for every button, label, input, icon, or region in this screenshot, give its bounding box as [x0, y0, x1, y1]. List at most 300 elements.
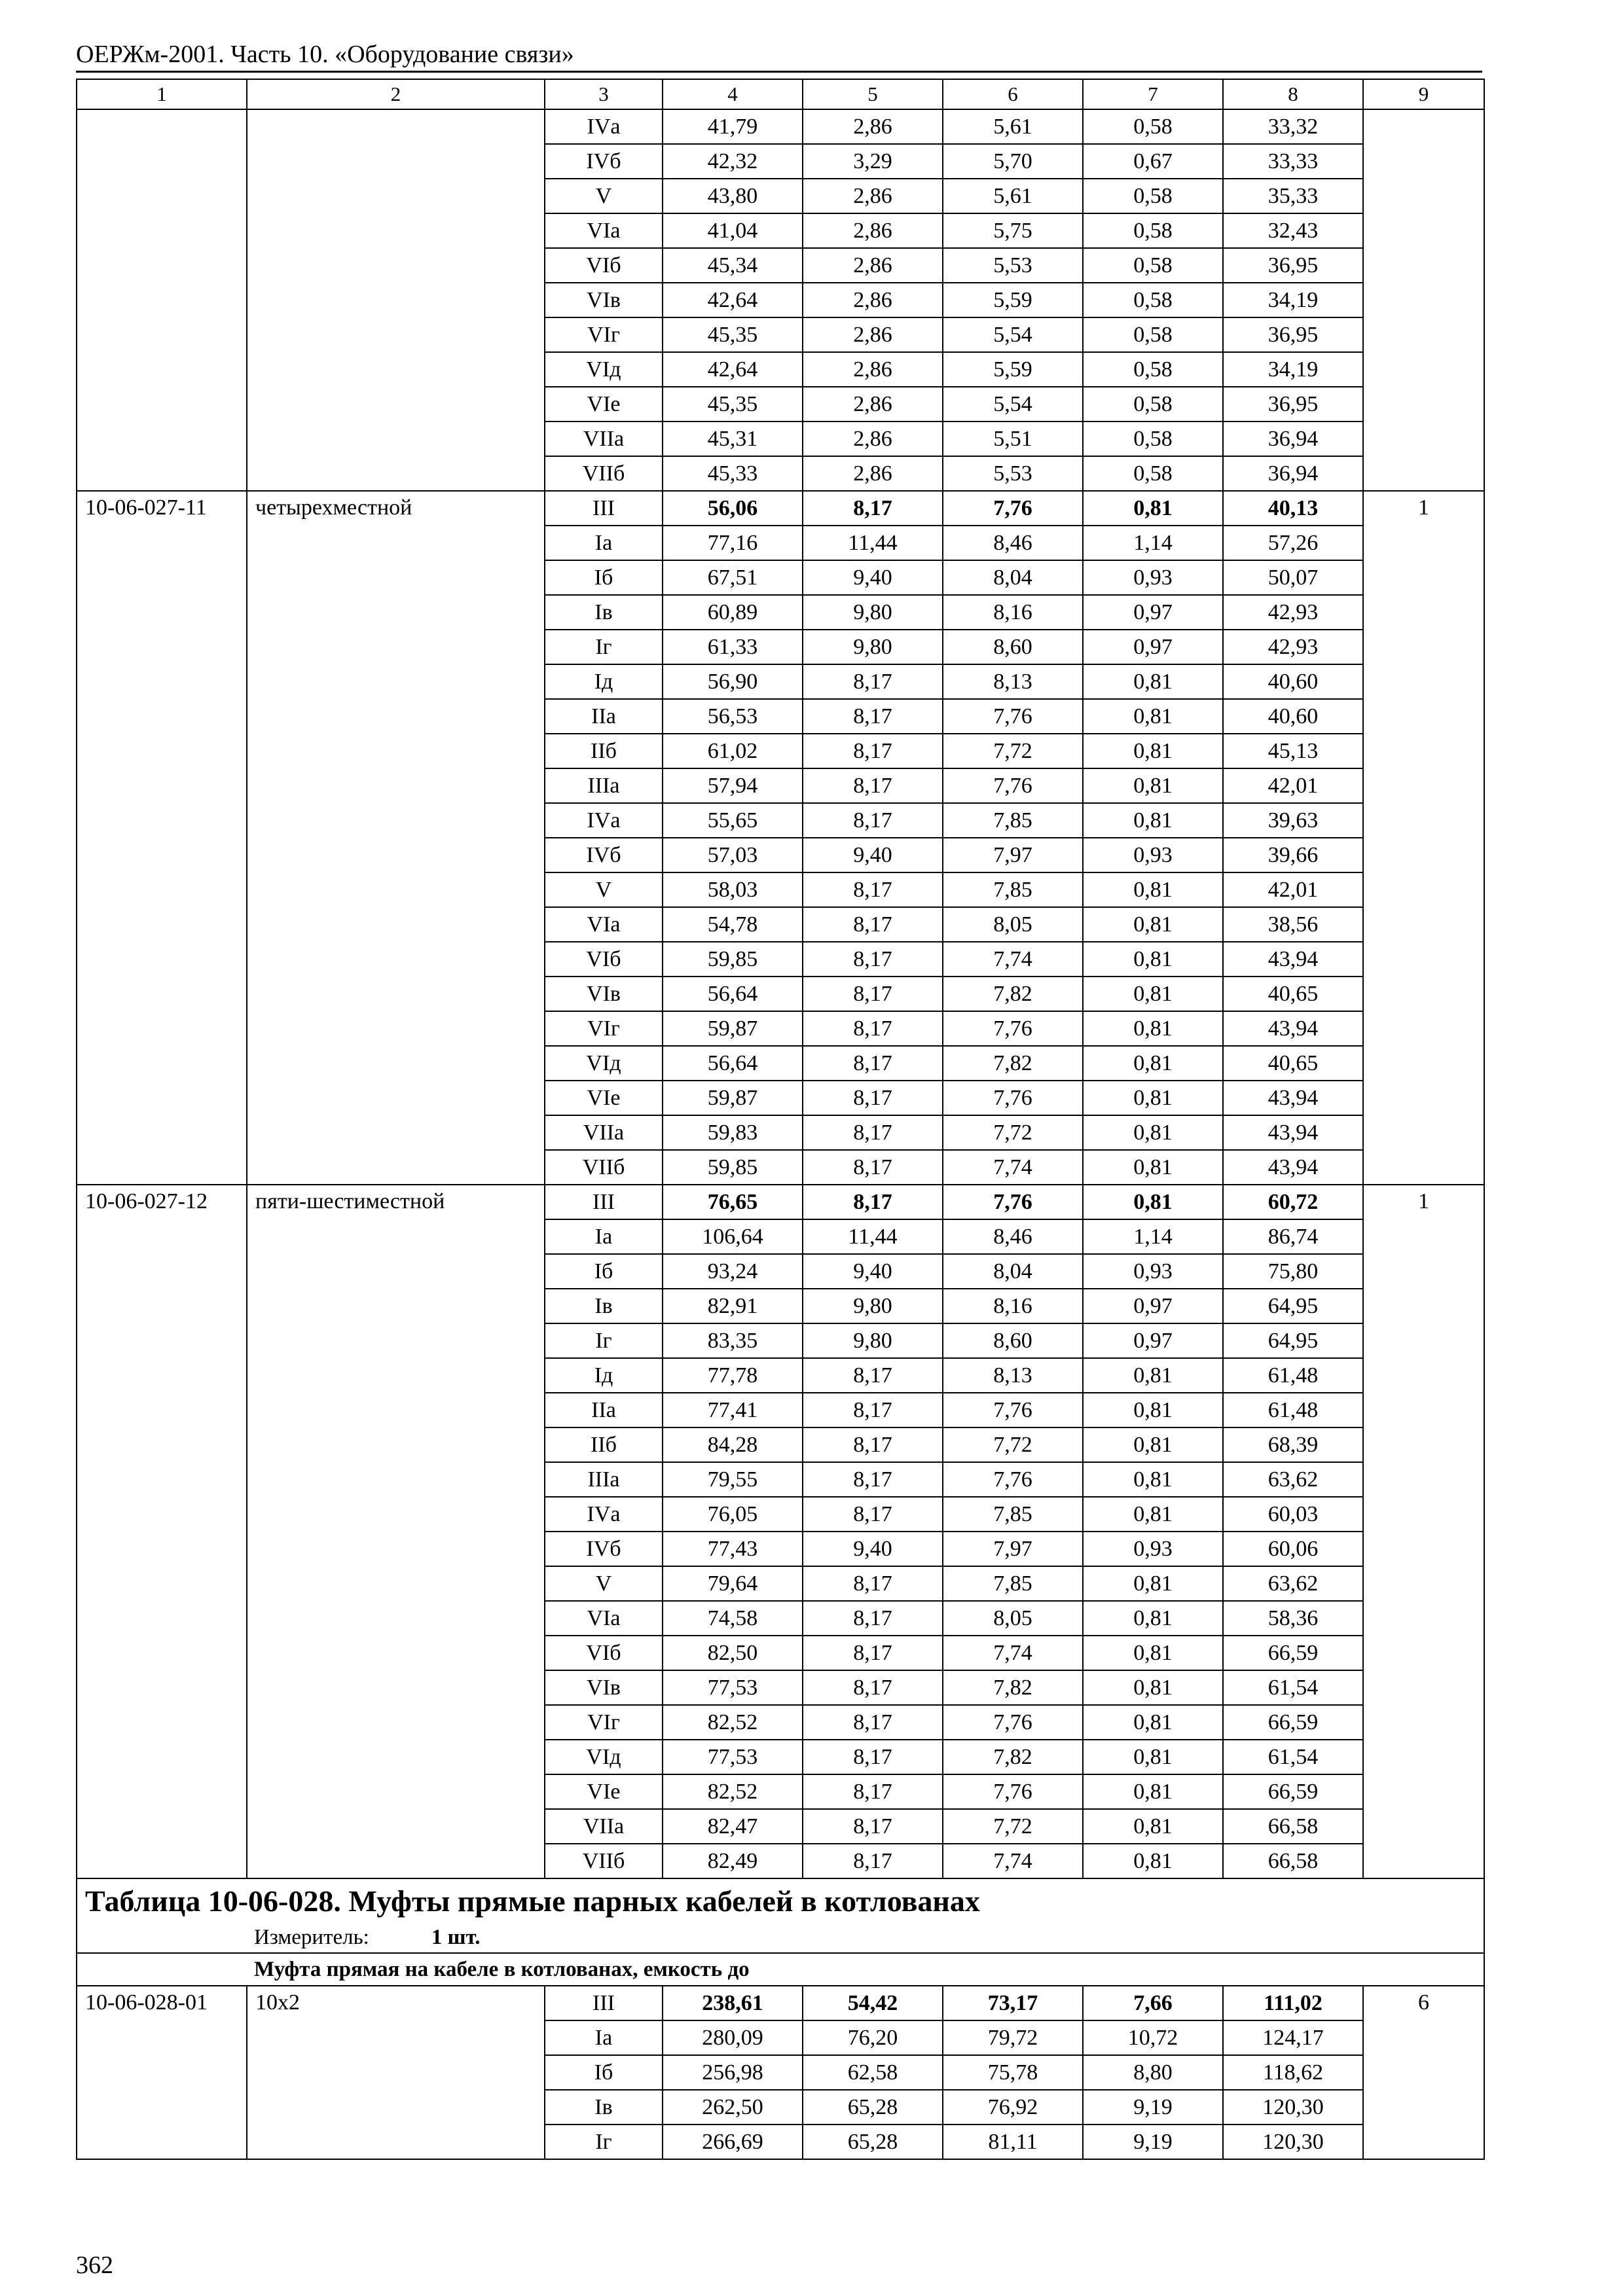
- value-cell-7: 0,58: [1083, 456, 1223, 491]
- value-cell-4: 266,69: [663, 2125, 803, 2159]
- value-cell-4: 56,64: [663, 1046, 803, 1081]
- zone-cell: V: [545, 179, 663, 213]
- value-cell-8: 61,48: [1223, 1393, 1363, 1427]
- zone-cell: V: [545, 1566, 663, 1601]
- value-cell-5: 8,17: [803, 1011, 943, 1046]
- value-cell-4: 82,50: [663, 1636, 803, 1670]
- zone-cell: VIе: [545, 1774, 663, 1809]
- value-cell-7: 0,81: [1083, 803, 1223, 838]
- zone-cell: VIд: [545, 1740, 663, 1774]
- value-cell-8: 66,59: [1223, 1774, 1363, 1809]
- value-cell-8: 33,33: [1223, 144, 1363, 179]
- value-cell-4: 41,79: [663, 109, 803, 144]
- value-cell-6: 8,46: [943, 526, 1083, 560]
- value-cell-5: 8,17: [803, 1636, 943, 1670]
- value-cell-7: 7,66: [1083, 1986, 1223, 2020]
- value-cell-7: 0,67: [1083, 144, 1223, 179]
- zone-cell: Iв: [545, 595, 663, 630]
- zone-cell: III: [545, 491, 663, 526]
- value-cell-4: 54,78: [663, 907, 803, 942]
- zone-cell: Iа: [545, 526, 663, 560]
- measure-label: Измеритель:: [254, 1925, 369, 1949]
- value-cell-4: 82,47: [663, 1809, 803, 1844]
- value-cell-4: 77,53: [663, 1740, 803, 1774]
- value-cell-8: 32,43: [1223, 213, 1363, 248]
- value-cell-5: 8,17: [803, 1809, 943, 1844]
- value-cell-5: 8,17: [803, 491, 943, 526]
- value-cell-6: 5,59: [943, 283, 1083, 317]
- value-cell-6: 7,82: [943, 1046, 1083, 1081]
- value-cell-6: 5,53: [943, 456, 1083, 491]
- value-cell-6: 7,76: [943, 1011, 1083, 1046]
- value-cell-4: 82,52: [663, 1774, 803, 1809]
- value-cell-7: 0,81: [1083, 1774, 1223, 1809]
- value-cell-5: 2,86: [803, 179, 943, 213]
- value-cell-6: 8,04: [943, 1254, 1083, 1289]
- value-cell-8: 42,01: [1223, 768, 1363, 803]
- value-cell-7: 0,93: [1083, 838, 1223, 872]
- value-cell-8: 63,62: [1223, 1566, 1363, 1601]
- value-cell-6: 5,51: [943, 422, 1083, 456]
- zone-cell: VIе: [545, 387, 663, 422]
- value-cell-6: 8,05: [943, 1601, 1083, 1636]
- value-cell-7: 0,81: [1083, 1844, 1223, 1878]
- value-cell-8: 45,13: [1223, 734, 1363, 768]
- table-row: [77, 1986, 1484, 2020]
- zone-cell: VIг: [545, 1705, 663, 1740]
- value-cell-5: 9,40: [803, 560, 943, 595]
- value-cell-5: 8,17: [803, 1046, 943, 1081]
- column-number: 6: [943, 79, 1083, 109]
- value-cell-8: 35,33: [1223, 179, 1363, 213]
- value-cell-8: 60,03: [1223, 1497, 1363, 1532]
- value-cell-4: 45,33: [663, 456, 803, 491]
- value-cell-6: 8,05: [943, 907, 1083, 942]
- value-cell-8: 120,30: [1223, 2090, 1363, 2125]
- value-cell-7: 0,58: [1083, 387, 1223, 422]
- value-cell-5: 8,17: [803, 977, 943, 1011]
- value-cell-7: 0,81: [1083, 1358, 1223, 1393]
- value-cell-8: 36,95: [1223, 387, 1363, 422]
- zone-cell: Iв: [545, 2090, 663, 2125]
- zone-cell: IVб: [545, 838, 663, 872]
- value-cell-7: 0,81: [1083, 664, 1223, 699]
- value-cell-6: 7,72: [943, 1115, 1083, 1150]
- value-cell-7: 0,81: [1083, 1150, 1223, 1185]
- value-cell-8: 40,60: [1223, 699, 1363, 734]
- zone-cell: Iд: [545, 664, 663, 699]
- zone-cell: IVб: [545, 144, 663, 179]
- value-cell-6: 7,97: [943, 838, 1083, 872]
- zone-cell: VIг: [545, 1011, 663, 1046]
- value-cell-6: 5,54: [943, 387, 1083, 422]
- zone-cell: III: [545, 1185, 663, 1219]
- table-title-row: [77, 1878, 1484, 1922]
- value-cell-5: 2,86: [803, 317, 943, 352]
- zone-cell: Iа: [545, 2020, 663, 2055]
- norm-description: [247, 109, 545, 491]
- value-cell-7: 0,97: [1083, 595, 1223, 630]
- table-body: [77, 79, 1484, 2159]
- value-cell-4: 76,65: [663, 1185, 803, 1219]
- value-cell-6: 7,85: [943, 872, 1083, 907]
- value-cell-6: 7,76: [943, 699, 1083, 734]
- value-cell-7: 0,81: [1083, 872, 1223, 907]
- value-cell-5: 62,58: [803, 2055, 943, 2090]
- value-cell-6: 73,17: [943, 1986, 1083, 2020]
- value-cell-5: 9,40: [803, 1254, 943, 1289]
- value-cell-6: 7,74: [943, 1150, 1083, 1185]
- value-cell-6: 81,11: [943, 2125, 1083, 2159]
- norm-description: пяти-шестиместной: [247, 1185, 545, 1878]
- value-cell-5: 11,44: [803, 526, 943, 560]
- value-cell-7: 0,58: [1083, 248, 1223, 283]
- value-cell-7: 0,81: [1083, 1115, 1223, 1150]
- zone-cell: IIIа: [545, 768, 663, 803]
- value-cell-8: 86,74: [1223, 1219, 1363, 1254]
- norm-description: четырехместной: [247, 491, 545, 1185]
- column-number: 5: [803, 79, 943, 109]
- value-cell-4: 82,52: [663, 1705, 803, 1740]
- column-number: 9: [1363, 79, 1484, 109]
- value-cell-7: 0,81: [1083, 942, 1223, 977]
- column-number: 8: [1223, 79, 1363, 109]
- value-cell-7: 0,93: [1083, 560, 1223, 595]
- value-cell-6: 7,85: [943, 1497, 1083, 1532]
- value-cell-7: 0,81: [1083, 1462, 1223, 1497]
- value-cell-5: 8,17: [803, 1393, 943, 1427]
- value-cell-7: 0,81: [1083, 1705, 1223, 1740]
- value-cell-4: 79,55: [663, 1462, 803, 1497]
- zone-cell: VIа: [545, 1601, 663, 1636]
- value-cell-4: 77,78: [663, 1358, 803, 1393]
- zone-cell: IVб: [545, 1532, 663, 1566]
- zone-cell: Iб: [545, 560, 663, 595]
- value-cell-5: 9,80: [803, 1323, 943, 1358]
- norm-code: 10-06-027-11: [77, 491, 247, 1185]
- value-cell-8: 66,59: [1223, 1705, 1363, 1740]
- table-row: [77, 491, 1484, 526]
- value-cell-6: 7,76: [943, 1774, 1083, 1809]
- value-cell-4: 106,64: [663, 1219, 803, 1254]
- value-cell-7: 0,97: [1083, 1289, 1223, 1323]
- value-cell-8: 40,60: [1223, 664, 1363, 699]
- value-cell-7: 0,58: [1083, 422, 1223, 456]
- value-cell-5: 76,20: [803, 2020, 943, 2055]
- value-cell-8: 39,63: [1223, 803, 1363, 838]
- value-cell-8: 39,66: [1223, 838, 1363, 872]
- value-cell-7: 0,81: [1083, 1185, 1223, 1219]
- value-cell-7: 0,81: [1083, 699, 1223, 734]
- value-cell-8: 61,54: [1223, 1740, 1363, 1774]
- zone-cell: VIа: [545, 213, 663, 248]
- value-cell-6: 7,76: [943, 1462, 1083, 1497]
- value-cell-4: 77,53: [663, 1670, 803, 1705]
- value-cell-5: 8,17: [803, 1185, 943, 1219]
- zone-cell: Iб: [545, 2055, 663, 2090]
- value-cell-5: 8,17: [803, 664, 943, 699]
- value-cell-8: 42,93: [1223, 595, 1363, 630]
- value-cell-4: 84,28: [663, 1427, 803, 1462]
- value-cell-5: 8,17: [803, 1601, 943, 1636]
- value-cell-6: 5,53: [943, 248, 1083, 283]
- value-cell-7: 0,81: [1083, 491, 1223, 526]
- value-cell-6: 8,60: [943, 630, 1083, 664]
- norm-description: 10х2: [247, 1986, 545, 2159]
- value-cell-4: 82,91: [663, 1289, 803, 1323]
- value-cell-4: 83,35: [663, 1323, 803, 1358]
- value-cell-5: 2,86: [803, 352, 943, 387]
- value-cell-8: 43,94: [1223, 1115, 1363, 1150]
- value-cell-7: 0,58: [1083, 352, 1223, 387]
- value-cell-4: 57,94: [663, 768, 803, 803]
- value-cell-6: 7,82: [943, 1670, 1083, 1705]
- value-cell-7: 0,58: [1083, 179, 1223, 213]
- value-cell-6: 7,76: [943, 1705, 1083, 1740]
- value-cell-8: 111,02: [1223, 1986, 1363, 2020]
- value-cell-4: 45,31: [663, 422, 803, 456]
- value-cell-5: 8,17: [803, 803, 943, 838]
- section-heading: Муфта прямая на кабеле в котлованах, емкость до: [77, 1953, 1484, 1986]
- value-cell-6: 7,76: [943, 768, 1083, 803]
- value-cell-7: 0,81: [1083, 1670, 1223, 1705]
- value-cell-6: 5,59: [943, 352, 1083, 387]
- column-number: 4: [663, 79, 803, 109]
- value-cell-7: 9,19: [1083, 2090, 1223, 2125]
- zone-cell: IVа: [545, 1497, 663, 1532]
- value-cell-7: 0,58: [1083, 109, 1223, 144]
- value-cell-4: 42,64: [663, 352, 803, 387]
- value-cell-4: 67,51: [663, 560, 803, 595]
- value-cell-6: 7,72: [943, 734, 1083, 768]
- value-cell-7: 0,93: [1083, 1532, 1223, 1566]
- value-cell-6: 7,76: [943, 1185, 1083, 1219]
- value-cell-7: 10,72: [1083, 2020, 1223, 2055]
- value-cell-4: 42,64: [663, 283, 803, 317]
- value-cell-4: 45,35: [663, 317, 803, 352]
- value-cell-8: 50,07: [1223, 560, 1363, 595]
- value-cell-6: 5,61: [943, 179, 1083, 213]
- header-rule: [76, 71, 1482, 73]
- value-cell-4: 56,64: [663, 977, 803, 1011]
- zone-cell: VIIа: [545, 1115, 663, 1150]
- value-cell-5: 8,17: [803, 907, 943, 942]
- value-cell-7: 0,81: [1083, 1497, 1223, 1532]
- table-row: [77, 109, 1484, 144]
- value-cell-6: 8,16: [943, 595, 1083, 630]
- value-cell-8: 40,65: [1223, 977, 1363, 1011]
- value-cell-6: 8,13: [943, 664, 1083, 699]
- value-cell-7: 0,58: [1083, 283, 1223, 317]
- value-cell-7: 0,81: [1083, 1809, 1223, 1844]
- value-cell-5: 8,17: [803, 1670, 943, 1705]
- value-cell-5: 8,17: [803, 1497, 943, 1532]
- value-cell-5: 8,17: [803, 872, 943, 907]
- value-cell-6: 7,74: [943, 1636, 1083, 1670]
- value-cell-6: 8,46: [943, 1219, 1083, 1254]
- value-cell-7: 8,80: [1083, 2055, 1223, 2090]
- value-cell-8: 60,06: [1223, 1532, 1363, 1566]
- measure-cell: [77, 1922, 1484, 1953]
- value-cell-4: 55,65: [663, 803, 803, 838]
- value-cell-4: 77,41: [663, 1393, 803, 1427]
- value-cell-5: 2,86: [803, 387, 943, 422]
- value-cell-4: 280,09: [663, 2020, 803, 2055]
- value-cell-5: 2,86: [803, 248, 943, 283]
- value-cell-5: 2,86: [803, 213, 943, 248]
- note-cell: 1: [1363, 491, 1484, 1185]
- value-cell-4: 77,16: [663, 526, 803, 560]
- value-cell-4: 43,80: [663, 179, 803, 213]
- value-cell-6: 5,70: [943, 144, 1083, 179]
- value-cell-8: 42,93: [1223, 630, 1363, 664]
- measure-value: 1 шт.: [431, 1925, 481, 1949]
- value-cell-5: 8,17: [803, 942, 943, 977]
- value-cell-8: 61,54: [1223, 1670, 1363, 1705]
- value-cell-8: 36,95: [1223, 248, 1363, 283]
- value-cell-8: 64,95: [1223, 1289, 1363, 1323]
- value-cell-8: 58,36: [1223, 1601, 1363, 1636]
- zone-cell: VIб: [545, 248, 663, 283]
- value-cell-8: 42,01: [1223, 872, 1363, 907]
- value-cell-6: 5,54: [943, 317, 1083, 352]
- value-cell-4: 238,61: [663, 1986, 803, 2020]
- value-cell-7: 9,19: [1083, 2125, 1223, 2159]
- value-cell-6: 7,72: [943, 1427, 1083, 1462]
- value-cell-4: 256,98: [663, 2055, 803, 2090]
- value-cell-4: 59,85: [663, 942, 803, 977]
- value-cell-7: 0,81: [1083, 977, 1223, 1011]
- zone-cell: Iб: [545, 1254, 663, 1289]
- zone-cell: VIб: [545, 942, 663, 977]
- value-cell-5: 8,17: [803, 1774, 943, 1809]
- value-cell-7: 1,14: [1083, 1219, 1223, 1254]
- value-cell-6: 7,85: [943, 803, 1083, 838]
- value-cell-8: 64,95: [1223, 1323, 1363, 1358]
- column-number: 7: [1083, 79, 1223, 109]
- value-cell-4: 262,50: [663, 2090, 803, 2125]
- value-cell-5: 9,80: [803, 595, 943, 630]
- value-cell-5: 65,28: [803, 2125, 943, 2159]
- value-cell-7: 0,58: [1083, 213, 1223, 248]
- value-cell-8: 118,62: [1223, 2055, 1363, 2090]
- value-cell-5: 8,17: [803, 1566, 943, 1601]
- zone-cell: IVа: [545, 109, 663, 144]
- value-cell-5: 8,17: [803, 1358, 943, 1393]
- value-cell-8: 66,58: [1223, 1809, 1363, 1844]
- value-cell-6: 5,75: [943, 213, 1083, 248]
- value-cell-6: 75,78: [943, 2055, 1083, 2090]
- section-row: [77, 1953, 1484, 1986]
- zone-cell: VIб: [545, 1636, 663, 1670]
- value-cell-8: 68,39: [1223, 1427, 1363, 1462]
- zone-cell: Iг: [545, 1323, 663, 1358]
- zone-cell: VIг: [545, 317, 663, 352]
- value-cell-6: 79,72: [943, 2020, 1083, 2055]
- value-cell-8: 34,19: [1223, 283, 1363, 317]
- zone-cell: VIв: [545, 283, 663, 317]
- value-cell-8: 63,62: [1223, 1462, 1363, 1497]
- value-cell-8: 57,26: [1223, 526, 1363, 560]
- table-title: Таблица 10-06-028. Муфты прямые парных кабелей в котлованах: [77, 1878, 1484, 1922]
- price-table: [76, 79, 1485, 2160]
- column-number: 3: [545, 79, 663, 109]
- zone-cell: IIа: [545, 1393, 663, 1427]
- value-cell-6: 5,61: [943, 109, 1083, 144]
- value-cell-8: 34,19: [1223, 352, 1363, 387]
- value-cell-8: 120,30: [1223, 2125, 1363, 2159]
- zone-cell: VIIб: [545, 456, 663, 491]
- note-cell: 6: [1363, 1986, 1484, 2159]
- zone-cell: VIв: [545, 1670, 663, 1705]
- zone-cell: Iг: [545, 630, 663, 664]
- zone-cell: III: [545, 1986, 663, 2020]
- value-cell-5: 2,86: [803, 422, 943, 456]
- value-cell-7: 0,93: [1083, 1254, 1223, 1289]
- value-cell-7: 0,81: [1083, 1740, 1223, 1774]
- zone-cell: VIд: [545, 352, 663, 387]
- zone-cell: VIIа: [545, 1809, 663, 1844]
- value-cell-8: 43,94: [1223, 1081, 1363, 1115]
- value-cell-4: 42,32: [663, 144, 803, 179]
- value-cell-5: 9,80: [803, 1289, 943, 1323]
- value-cell-4: 77,43: [663, 1532, 803, 1566]
- value-cell-5: 9,40: [803, 838, 943, 872]
- value-cell-5: 2,86: [803, 109, 943, 144]
- value-cell-8: 66,58: [1223, 1844, 1363, 1878]
- value-cell-8: 75,80: [1223, 1254, 1363, 1289]
- value-cell-8: 124,17: [1223, 2020, 1363, 2055]
- value-cell-4: 79,64: [663, 1566, 803, 1601]
- value-cell-5: 54,42: [803, 1986, 943, 2020]
- zone-cell: VIIа: [545, 422, 663, 456]
- value-cell-8: 36,94: [1223, 422, 1363, 456]
- zone-cell: Iв: [545, 1289, 663, 1323]
- value-cell-7: 0,97: [1083, 1323, 1223, 1358]
- value-cell-7: 0,81: [1083, 907, 1223, 942]
- zone-cell: IIб: [545, 1427, 663, 1462]
- zone-cell: VIе: [545, 1081, 663, 1115]
- zone-cell: IIб: [545, 734, 663, 768]
- value-cell-8: 61,48: [1223, 1358, 1363, 1393]
- column-number: 2: [247, 79, 545, 109]
- value-cell-5: 9,40: [803, 1532, 943, 1566]
- note-cell: [1363, 109, 1484, 491]
- value-cell-5: 9,80: [803, 630, 943, 664]
- value-cell-4: 76,05: [663, 1497, 803, 1532]
- zone-cell: VIIб: [545, 1844, 663, 1878]
- value-cell-5: 11,44: [803, 1219, 943, 1254]
- value-cell-5: 8,17: [803, 1150, 943, 1185]
- measure-row: [77, 1922, 1484, 1953]
- value-cell-6: 76,92: [943, 2090, 1083, 2125]
- value-cell-4: 61,02: [663, 734, 803, 768]
- value-cell-5: 8,17: [803, 699, 943, 734]
- value-cell-6: 7,85: [943, 1566, 1083, 1601]
- column-number: 1: [77, 79, 247, 109]
- value-cell-7: 0,58: [1083, 317, 1223, 352]
- value-cell-4: 45,35: [663, 387, 803, 422]
- value-cell-5: 2,86: [803, 456, 943, 491]
- zone-cell: IIа: [545, 699, 663, 734]
- value-cell-5: 8,17: [803, 768, 943, 803]
- zone-cell: Iг: [545, 2125, 663, 2159]
- value-cell-8: 66,59: [1223, 1636, 1363, 1670]
- value-cell-6: 8,60: [943, 1323, 1083, 1358]
- zone-cell: Iа: [545, 1219, 663, 1254]
- value-cell-5: 8,17: [803, 734, 943, 768]
- value-cell-4: 56,90: [663, 664, 803, 699]
